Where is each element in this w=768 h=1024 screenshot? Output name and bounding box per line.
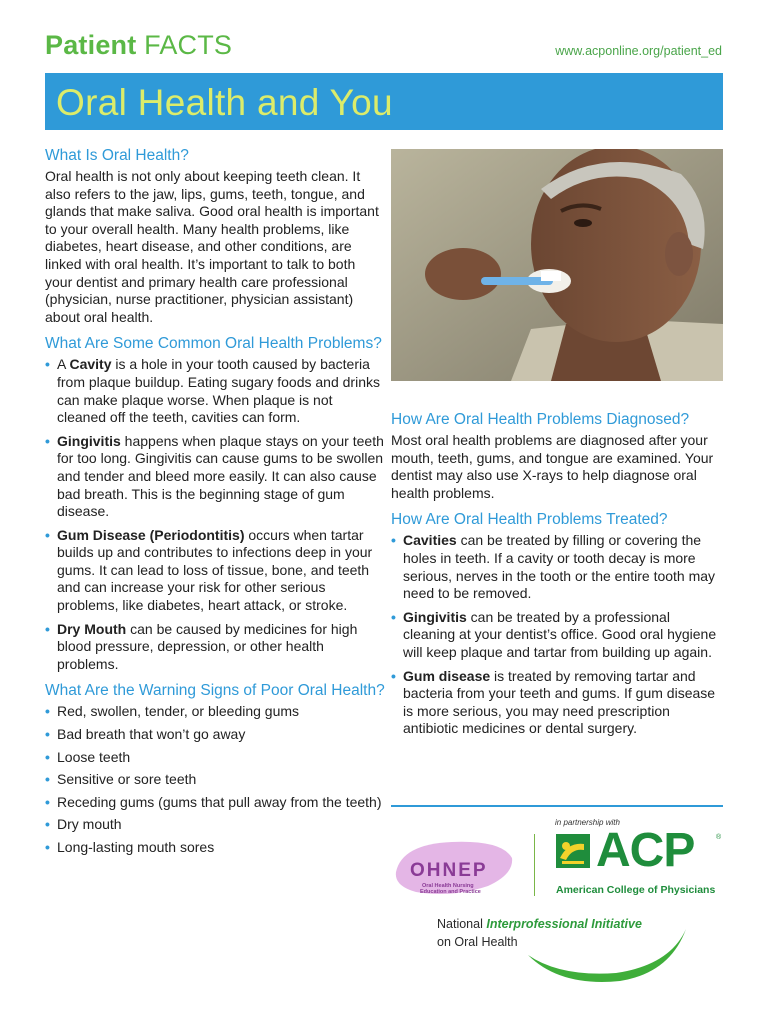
right-column bbox=[391, 410, 723, 744]
page-title: Oral Health and You bbox=[56, 82, 393, 123]
brand-rest: FACTS bbox=[144, 30, 233, 60]
section-text-what-is: Oral health is not only about keeping teeth clean. It also refers to the jaw, lips, gums, teeth, tongue, and glands that make saliva. Good oral health is important to your overall health. Many health problems, like diabetes, heart disease, and other conditions, are linked with oral health. It’s important to talk to both your dentist and primary health care professional (physician, nurse practitioner, physician assistant) about oral health. bbox=[45, 168, 379, 325]
section-text-diagnosed: Most oral health problems are diagnosed after your mouth, teeth, gums, and tongue are examined. Your dentist may also use X-rays to help diagnose oral health problems. bbox=[391, 432, 714, 501]
svg-text:Education and Practice: Education and Practice bbox=[420, 889, 481, 895]
left-column bbox=[45, 146, 385, 862]
partnership-label: in partnership with bbox=[555, 818, 620, 827]
photo-illustration bbox=[391, 149, 723, 381]
treatments-list bbox=[391, 532, 723, 738]
acp-registered-mark: ® bbox=[716, 834, 722, 841]
bullet-icon: • bbox=[45, 793, 50, 810]
section-heading-what-is: What Is Oral Health? bbox=[45, 147, 189, 164]
list-item: • Cavities can be treated by filling or covering the holes in teeth. If a cavity or tooth decay is more serious, nerves in the tooth or the entire tooth may need to be removed. bbox=[391, 532, 716, 602]
list-item: • Receding gums (gums that pull away from the teeth) bbox=[45, 793, 382, 810]
bullet-icon: • bbox=[45, 356, 50, 373]
bullet-icon: • bbox=[45, 526, 50, 543]
list-item: • A Cavity is a hole in your tooth caused by bacteria from plaque buildup. Eating sugary foods and drinks can make plaque worse. When plaque is not cleaned off the teeth, cavities can form. bbox=[45, 356, 380, 426]
man-brushing-teeth-photo bbox=[391, 149, 723, 381]
section-heading-common: What Are Some Common Oral Health Problems? bbox=[45, 335, 382, 353]
list-item: • Loose teeth bbox=[45, 748, 131, 765]
brand-bold: Patient bbox=[45, 30, 137, 60]
bullet-icon: • bbox=[45, 703, 50, 720]
acp-wordmark: ACP bbox=[596, 824, 695, 877]
list-item: • Gum Disease (Periodontitis) occurs when tartar builds up and contributes to infections deep in your gums. It can lead to loss of tissue, bone, and teeth and can increase your risk for other serious problems, like diabetes, heart attack, or stroke. bbox=[45, 526, 373, 614]
bullet-icon: • bbox=[45, 771, 50, 788]
national-initiative-line1: National Interprofessional Initiative bbox=[437, 917, 642, 931]
bullet-icon: • bbox=[45, 816, 50, 833]
title-banner bbox=[45, 73, 723, 130]
bullet-icon: • bbox=[45, 726, 50, 743]
section-heading-warning: What Are the Warning Signs of Poor Oral Health? bbox=[45, 682, 385, 700]
section-heading-diagnosed: How Are Oral Health Problems Diagnosed? bbox=[391, 411, 690, 428]
list-item: • Sensitive or sore teeth bbox=[45, 771, 197, 788]
warning-signs-list bbox=[45, 703, 385, 856]
website-link[interactable]: www.acponline.org/patient_ed bbox=[555, 44, 722, 58]
acp-shield-logo-icon bbox=[556, 834, 590, 868]
brand-title bbox=[45, 30, 232, 61]
footer-divider bbox=[391, 805, 723, 807]
list-item: • Dry Mouth can be caused by medicines for high blood pressure, depression, or other health problems. bbox=[45, 620, 358, 672]
bullet-icon: • bbox=[45, 620, 50, 637]
svg-text:Oral Health Nursing: Oral Health Nursing bbox=[422, 883, 474, 889]
bullet-icon: • bbox=[391, 608, 396, 625]
list-item: • Long-lasting mouth sores bbox=[45, 839, 215, 855]
section-heading-treated: How Are Oral Health Problems Treated? bbox=[391, 511, 668, 529]
logo-divider bbox=[534, 834, 535, 896]
bullet-icon: • bbox=[45, 839, 50, 855]
bullet-icon: • bbox=[45, 748, 50, 765]
list-item: • Bad breath that won’t go away bbox=[45, 726, 246, 743]
bullet-icon: • bbox=[391, 667, 396, 684]
list-item: • Red, swollen, tender, or bleeding gums bbox=[45, 703, 300, 720]
svg-text:OHNEP: OHNEP bbox=[410, 860, 488, 881]
list-item: • Dry mouth bbox=[45, 816, 122, 833]
common-problems-list bbox=[45, 356, 385, 673]
ohnep-logo bbox=[392, 836, 517, 900]
list-item: • Gingivitis can be treated by a professional cleaning at your dentist’s office. Good oral hygiene will keep plaque and tartar from building up again. bbox=[391, 608, 717, 660]
list-item: • Gum disease is treated by removing tartar and bacteria from your teeth and gums. If gum disease is more serious, you may need prescription antibiotic medicines or dental surgery. bbox=[391, 667, 716, 737]
list-item: • Gingivitis happens when plaque stays on your teeth for too long. Gingivitis can cause gums to be swollen and tender and bleed more easily. It can also cause bad breath. This is the beginning stage of gum disease. bbox=[45, 432, 384, 520]
bullet-icon: • bbox=[45, 432, 50, 449]
bullet-icon: • bbox=[391, 532, 396, 549]
swoosh-graphic bbox=[520, 925, 690, 987]
acp-full-name: American College of Physicians bbox=[556, 884, 716, 896]
national-initiative-line2: on Oral Health bbox=[437, 935, 518, 949]
